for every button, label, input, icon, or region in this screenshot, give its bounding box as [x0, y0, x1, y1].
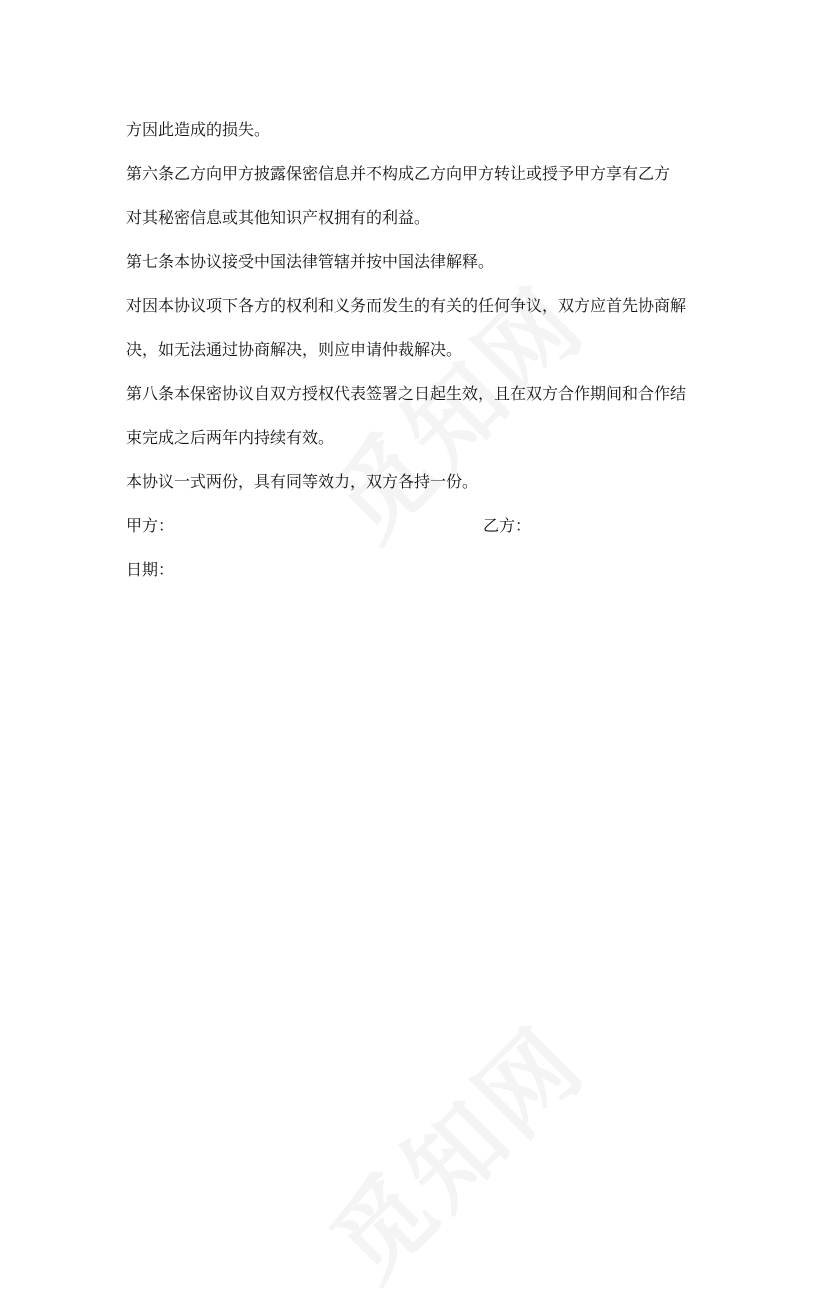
text-line: 第八条本保密协议自双方授权代表签署之日起生效，且在双方合作期间和合作结 — [126, 384, 687, 403]
text-line: 对因本协议项下各方的权利和义务而发生的有关的任何争议，双方应首先协商解 — [126, 296, 687, 315]
text-line: 第七条本协议接受中国法律管辖并按中国法律解释。 — [126, 252, 495, 271]
paragraph-dispute — [126, 284, 711, 372]
date-row — [126, 548, 711, 592]
paragraph-article-7 — [126, 240, 711, 284]
text-line: 决，如无法通过协商解决，则应申请仲裁解决。 — [126, 340, 463, 359]
paragraph-article-6 — [126, 152, 711, 240]
text-line: 方因此造成的损失。 — [126, 120, 271, 139]
text-line: 第六条乙方向甲方披露保密信息并不构成乙方向甲方转让或授予甲方享有乙方 — [126, 164, 671, 183]
text-line: 对其秘密信息或其他知识产权拥有的利益。 — [126, 208, 431, 227]
party-a-label: 甲方： — [126, 516, 175, 535]
paragraph-copies — [126, 460, 711, 504]
signature-row — [126, 504, 711, 548]
text-line: 束完成之后两年内持续有效。 — [126, 428, 335, 447]
paragraph-article-8 — [126, 372, 711, 460]
document-body — [126, 108, 711, 592]
date-label: 日期： — [126, 560, 175, 579]
text-line: 本协议一式两份，具有同等效力，双方各持一份。 — [126, 472, 479, 491]
party-b-label: 乙方： — [483, 516, 532, 535]
watermark-bottom — [296, 992, 609, 1305]
paragraph-loss — [126, 108, 711, 152]
